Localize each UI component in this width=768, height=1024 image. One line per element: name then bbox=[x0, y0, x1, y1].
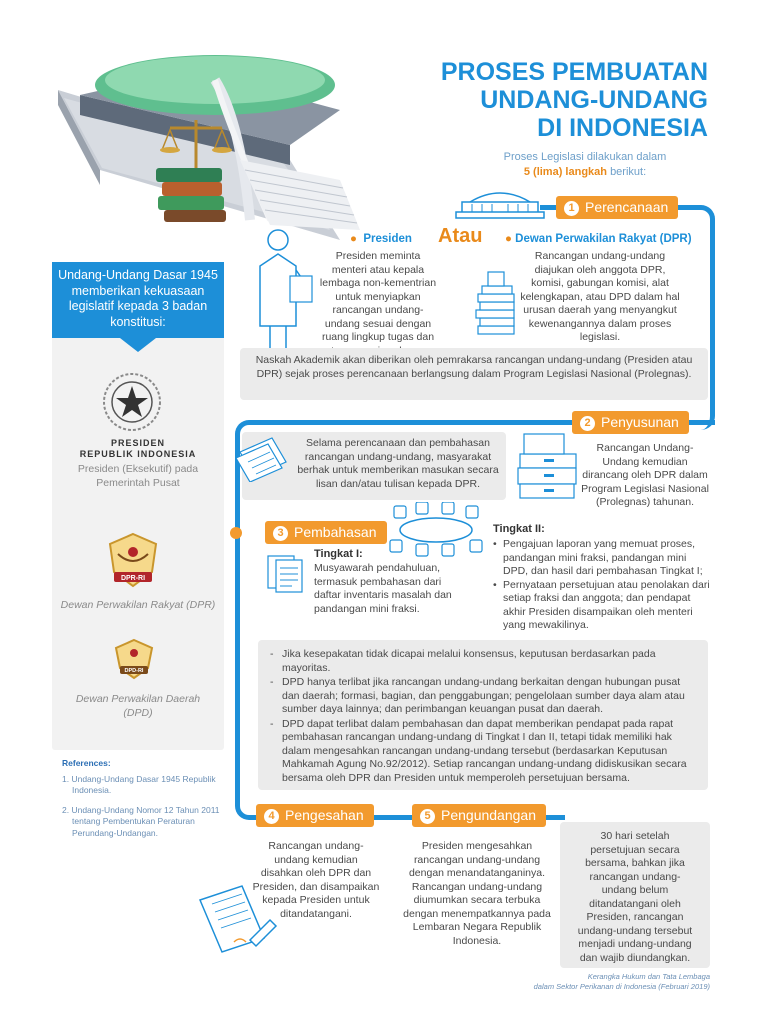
reference-item: 1. Undang-Undang Dasar 1945 Republik Indonesia. bbox=[62, 773, 216, 795]
tingkat-1-title: Tingkat I: bbox=[314, 548, 363, 560]
note-item-text: DPD dapat terlibat dalam pembahasan dan dapat memberikan pendapat pada rapat pembahasan rancangan undang-undang di Tingkat I dan II, tetapi tidak memiliki hak dalam mengesahkan rancangan undang-undang tersebut (berdasarkan Keputusan Mahkamah Agung No.92/2012). Setiap rancangan undang-undang didiskusikan secara bersama oleh DPR dan Presiden untuk memperoleh persetujuan bersama. bbox=[282, 717, 687, 784]
step-5-pill bbox=[412, 804, 546, 827]
presiden-label: Presiden bbox=[363, 233, 412, 245]
step-5-number: 5 bbox=[420, 809, 435, 824]
dpr-seal-text: DPR-RI bbox=[120, 575, 146, 582]
footer-line-2: dalam Sektor Perikanan di Indonesia (Februari 2019) bbox=[533, 982, 710, 991]
document-stack-icon bbox=[470, 270, 520, 340]
step-1-pill bbox=[556, 196, 678, 219]
step-5-text: Presiden mengesahkan rancangan undang-undang dengan menandatanganinya. Rancangan undang-undang diumumkan secara terbuka dengan menempatkannya pada Lembaran Negara Republik Indonesia. bbox=[403, 840, 551, 947]
bullet-icon: • bbox=[493, 578, 497, 591]
step-3-number: 3 bbox=[273, 526, 288, 541]
tingkat-2-title: Tingkat II: bbox=[493, 523, 545, 535]
presiden-seal-text bbox=[60, 438, 216, 460]
bullet-dot-icon: ● bbox=[350, 233, 357, 245]
tingkat-2-item bbox=[493, 579, 713, 633]
note-item bbox=[270, 676, 696, 717]
left-panel-header: Undang-Undang Dasar 1945 memberikan kekuasaan legislatif kepada 3 badan konstitusi: bbox=[52, 262, 224, 338]
tingkat-2-item bbox=[493, 538, 713, 579]
presiden-seal-line-1: PRESIDEN bbox=[110, 438, 165, 448]
bullet-dot-icon: ● bbox=[505, 233, 512, 245]
tingkat-2-item-text: Pengajuan laporan yang memuat proses, pandangan mini fraksi, pandangan mini DPD, dan hasil dari pembahasan Tingkat I; bbox=[503, 538, 703, 577]
tingkat-2-item-text: Pernyataan persetujuan atau penolakan dari setiap fraksi dan anggota; dan pendapat akhir Presiden disampaikan oleh menteri yang mewakilinya. bbox=[503, 578, 710, 631]
step-4-text: Rancangan undang-undang kemudian disahkan oleh DPR dan Presiden, dan disampaikan kepada Presiden untuk ditandatangani. bbox=[252, 840, 380, 920]
footer-line-1: Kerangka Hukum dan Tata Lembaga bbox=[587, 972, 710, 981]
dash-icon: - bbox=[270, 648, 274, 660]
left-panel-arrow bbox=[120, 338, 156, 352]
presiden-heading bbox=[350, 233, 412, 245]
step-3-pill bbox=[265, 521, 387, 544]
step-2-pill bbox=[572, 411, 689, 434]
presiden-text: Presiden meminta menteri atau kepala lembaga non-kementrian untuk menyiapkan rancangan undang-undang sesuai dengan ruang lingkup tugas dan bbox=[319, 250, 437, 343]
dpr-emblem-icon bbox=[100, 528, 166, 592]
filing-cabinet-icon bbox=[514, 430, 584, 502]
step-3-label: Pembahasan bbox=[294, 524, 377, 540]
step-2-right-text: Rancangan Undang-Undang kemudian dirancang oleh DPR dalam Program Legislasi Nasional (Prolegnas) tahunan. bbox=[581, 442, 709, 508]
step-4-pill bbox=[256, 804, 374, 827]
checklist-icon bbox=[262, 554, 306, 594]
step-2-left-text: Selama perencanaan dan pembahasan rancangan undang-undang, masyarakat berhak untuk memberikan masukan secara lisan dan/atau tulisan kepada DPR. bbox=[297, 437, 499, 490]
dpd-caption: Dewan Perwakilan Daerah (DPD) bbox=[75, 693, 201, 719]
signing-document-icon bbox=[190, 880, 280, 960]
bullet-icon: • bbox=[493, 538, 497, 550]
footer-source bbox=[450, 972, 710, 992]
tingkat-1-text: Musyawarah pendahuluan, termasuk pembahasan dari daftar inventaris masalah dan pandangan mini fraksi. bbox=[314, 562, 452, 615]
tingkat-1-block bbox=[314, 548, 464, 616]
references-heading: References: bbox=[62, 758, 111, 768]
atau-label: Atau bbox=[438, 225, 483, 247]
subtitle bbox=[470, 150, 700, 180]
papers-icon bbox=[232, 432, 292, 482]
dpr-building-icon bbox=[452, 182, 548, 222]
dpr-label: Dewan Perwakilan Rakyat (DPR) bbox=[515, 233, 692, 245]
note-item bbox=[270, 718, 696, 786]
step-1-number: 1 bbox=[564, 201, 579, 216]
note-item bbox=[270, 648, 696, 675]
page-title bbox=[388, 58, 708, 142]
step-1-note-box: Naskah Akademik akan diberikan oleh pemrakarsa rancangan undang-undang (Presiden atau DPR) sejak proses perencanaan berlangsung dalam Program Legislasi Nasional (Prolegnas). bbox=[240, 348, 708, 400]
step-4-label: Pengesahan bbox=[285, 807, 364, 823]
dpr-heading bbox=[505, 233, 692, 245]
title-line-3: DI INDONESIA bbox=[537, 114, 708, 142]
dpd-seal-text: DPD-RI bbox=[124, 668, 144, 674]
reference-item: 2. Undang-Undang Nomor 12 Tahun 2011 tentang Pembentukan Peraturan Perundang-Undangan. bbox=[62, 804, 220, 838]
note-item-text: DPD hanya terlibat jika rancangan undang-undang berkaitan dengan hubungan pusat dan daerah; formasi, bagian, dan penggabungan; pengelolaan sumber daya alam atau sumber daya lainnya; dan perimbangan keuangan pusat dan daerah. bbox=[282, 676, 685, 715]
references bbox=[62, 758, 232, 839]
subtitle-line-2: berikut: bbox=[610, 166, 647, 178]
step-2-label: Penyusunan bbox=[601, 414, 679, 430]
subtitle-line-1: Proses Legislasi dilakukan dalam bbox=[503, 151, 667, 163]
dpd-emblem-icon bbox=[110, 636, 158, 682]
note-item-text: Jika kesepakatan tidak dicapai melalui konsensus, keputusan berdasarkan pada mayoritas. bbox=[282, 648, 656, 674]
tingkat-2-block bbox=[493, 523, 713, 633]
step-4-number: 4 bbox=[264, 809, 279, 824]
step-3-notes-box bbox=[258, 640, 708, 790]
flow-dot-3 bbox=[230, 527, 242, 539]
dash-icon: - bbox=[270, 717, 274, 730]
dash-icon: - bbox=[270, 676, 274, 688]
title-line-1: PROSES PEMBUATAN bbox=[440, 58, 708, 86]
books-scale-icon bbox=[152, 118, 242, 228]
dpr-caption: Dewan Perwakilan Rakyat (DPR) bbox=[60, 599, 216, 611]
dpr-text: Rancangan undang-undang diajukan oleh anggota DPR, komisi, gabungan komisi, alat kelengkapan, atau DPD dalam hal urusan daerah yang menyangkut kewenangannya dalam proses legislasi. bbox=[520, 250, 680, 343]
presiden-caption: Presiden (Eksekutif) pada Pemerintah Pusat bbox=[77, 463, 199, 489]
step-2-number: 2 bbox=[580, 416, 595, 431]
step-1-label: Perencanaan bbox=[585, 199, 669, 215]
title-line-2: UNDANG-UNDANG bbox=[480, 86, 708, 114]
step-5-box: 30 hari setelah persetujuan secara bersama, bahkan jika rancangan undang-undang belum ditandatangani oleh Presiden, rancangan undang-undang tersebut menjadi undang-undang dan wajib diundangkan. bbox=[560, 822, 710, 968]
step-5-label: Pengundangan bbox=[441, 807, 536, 823]
presiden-seal-line-2: REPUBLIK INDONESIA bbox=[79, 449, 197, 459]
presiden-seal-icon bbox=[100, 370, 164, 434]
subtitle-highlight: 5 (lima) langkah bbox=[523, 166, 607, 178]
